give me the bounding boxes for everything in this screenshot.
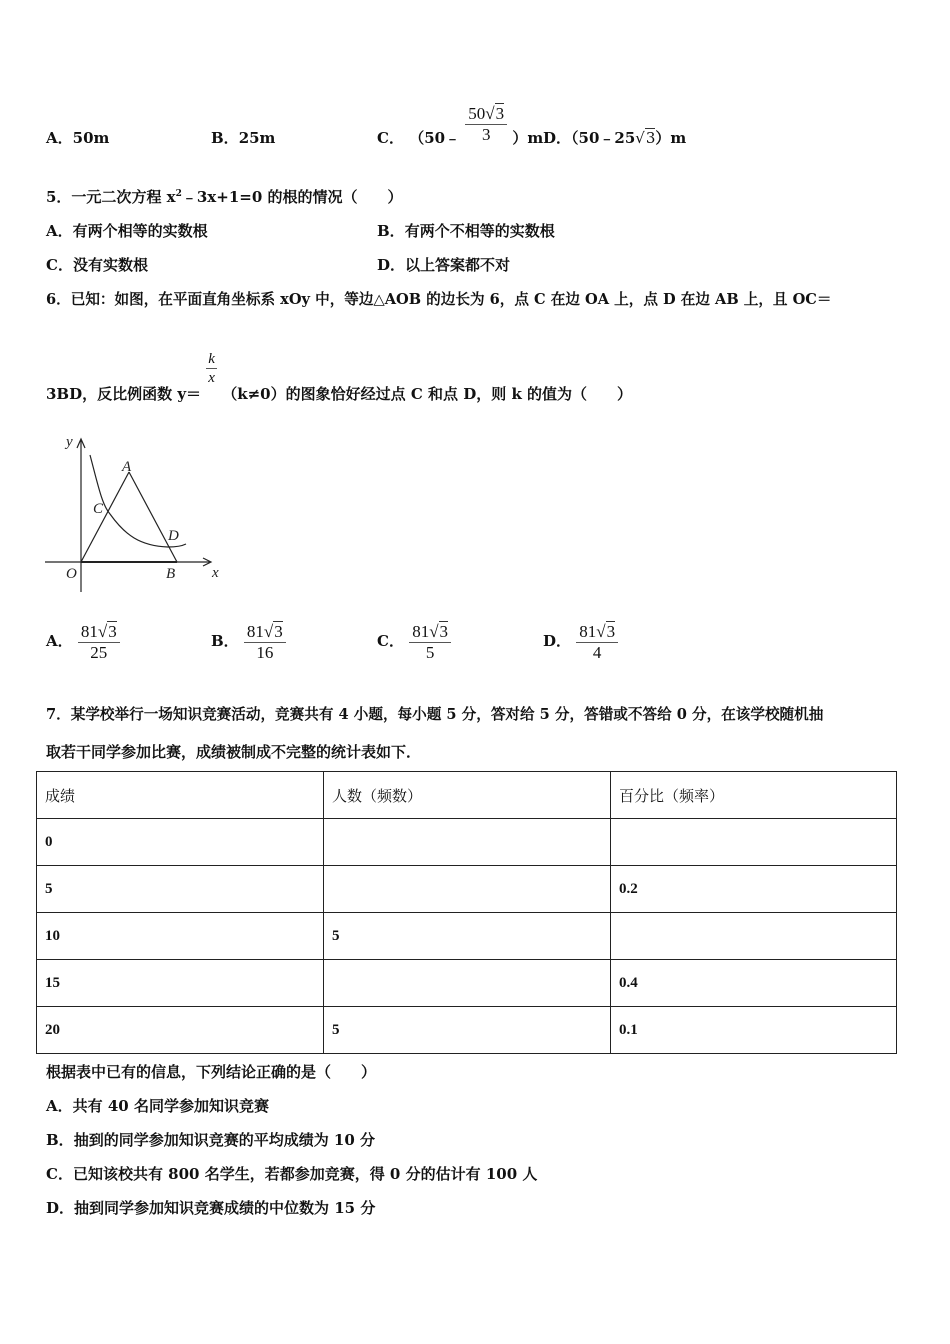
label-c: C [93, 501, 104, 517]
q5-option-b: B．有两个不相等的实数根 [377, 222, 555, 240]
option-pre: （50﹣ [409, 129, 461, 147]
q6-option-d: D． $\frac{81√3}{4}$ [543, 622, 618, 662]
table-cell: 5 [37, 866, 324, 913]
table-row [37, 913, 897, 960]
label-o: O [66, 566, 77, 582]
fraction-k-over-x: $\frac{k}{x}$ [208, 351, 215, 386]
q7-option-b: B．抽到的同学参加知识竞赛的平均成绩为 10 分 [46, 1131, 376, 1149]
table-cell: 5 [324, 1007, 611, 1054]
option-pre: （50﹣25 [571, 129, 636, 147]
q5-stem: 5．一元二次方程 $x^2﹣3x+1=0$ 的根的情况（ ） [46, 188, 403, 206]
option-label: C． [377, 129, 404, 147]
label-a: A [122, 459, 132, 475]
q5-option-d: D．以上答案都不对 [377, 256, 511, 274]
table-row [37, 866, 897, 913]
q6-stem-line2: 3BD，反比例函数 y＝ $\frac{k}{x}$ （k≠0）的图象恰好经过点 C 和点 D，则 k 的值为（ ） [46, 351, 633, 403]
q7-stem-line1: 7．某学校举行一场知识竞赛活动，竞赛共有 4 小题，每小题 5 分，答对给 5 分，答错或不答给 0 分，在该学校随机抽 [46, 706, 824, 723]
q7-option-d: D．抽到同学参加知识竞赛成绩的中位数为 15 分 [46, 1199, 376, 1217]
option-label: B． [211, 129, 239, 147]
q4-option-c [377, 104, 544, 147]
option-text: 50m [72, 129, 110, 147]
option-post: ）m [512, 129, 544, 147]
table-cell [324, 866, 611, 913]
sqrt-symbol: √3 [97, 622, 117, 641]
q4-option-b [211, 127, 275, 148]
q6-stem-line1: 6．已知：如图，在平面直角坐标系 xOy 中，等边△AOB 的边长为 6，点 C 在边 OA 上，点 D 在边 AB 上，且 OC＝ [46, 291, 832, 308]
option-text: 25m [238, 129, 276, 147]
table-cell: 0.4 [611, 960, 897, 1007]
sqrt-symbol: √3 [596, 622, 616, 641]
table-header-row [37, 772, 897, 819]
table-cell: 0.2 [611, 866, 897, 913]
q6-option-b: B． $\frac{81√3}{16}$ [211, 622, 286, 662]
table-row [37, 960, 897, 1007]
table-cell: 5 [324, 913, 611, 960]
fraction: $\frac{81√3}{25}$ [78, 622, 120, 662]
sqrt-symbol: √3 [263, 622, 283, 641]
table-cell: 0 [37, 819, 324, 866]
option-post: ）m [655, 129, 687, 147]
label-d: D [168, 528, 179, 544]
fraction: $\frac{81√3}{16}$ [244, 622, 286, 662]
table-cell: 15 [37, 960, 324, 1007]
q4-option-d [543, 127, 686, 148]
label-x: x [212, 565, 219, 581]
table-row [37, 1007, 897, 1054]
table-cell [324, 819, 611, 866]
table-cell [611, 913, 897, 960]
fraction: $\frac{81√3}{5}$ [409, 622, 451, 662]
q6-figure [40, 430, 230, 600]
fraction: $\frac{81√3}{4}$ [576, 622, 618, 662]
table-cell [611, 819, 897, 866]
option-label: A． [46, 129, 73, 147]
q6-option-a: A． $\frac{81√3}{25}$ [46, 622, 120, 662]
table-cell: 0.1 [611, 1007, 897, 1054]
q5-option-c: C．没有实数根 [46, 256, 148, 274]
q7-option-a: A．共有 40 名同学参加知识竞赛 [46, 1097, 269, 1115]
label-b: B [166, 566, 176, 582]
table-header: 成绩 [37, 772, 324, 819]
table-cell [324, 960, 611, 1007]
sqrt-symbol: √3 [485, 104, 505, 123]
q4-option-a [46, 127, 109, 148]
table-header: 百分比（频率） [611, 772, 897, 819]
table-header: 人数（频数） [324, 772, 611, 819]
q6-option-c: C． $\frac{81√3}{5}$ [377, 622, 451, 662]
option-label: D． [543, 129, 572, 147]
label-y: y [66, 434, 73, 450]
fraction: $\frac{50√3}{3}$ [465, 104, 507, 144]
table-row [37, 819, 897, 866]
sqrt-symbol: √3 [635, 129, 656, 147]
q7-stem-line2: 取若干同学参加比赛，成绩被制成不完整的统计表如下． [46, 743, 422, 761]
q7-option-c: C．已知该校共有 800 名学生，若都参加竞赛，得 0 分的估计有 100 人 [46, 1165, 538, 1183]
q5-option-a: A．有两个相等的实数根 [46, 222, 208, 240]
coordinate-graph [40, 430, 230, 600]
table-cell: 20 [37, 1007, 324, 1054]
table-cell: 10 [37, 913, 324, 960]
sqrt-symbol: √3 [429, 622, 449, 641]
score-table [36, 771, 897, 1054]
q7-question: 根据表中已有的信息，下列结论正确的是（ ） [46, 1063, 377, 1081]
